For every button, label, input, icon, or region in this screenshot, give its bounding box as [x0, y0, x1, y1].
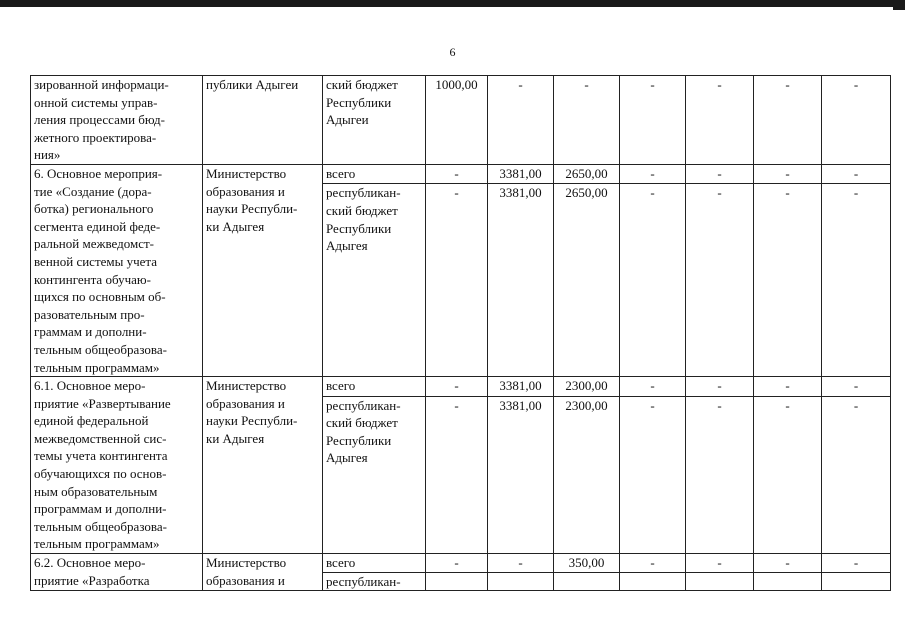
activity-description-cell: зированной информаци- онной системы управ- ления процессами бюд- жетного проектирова- ния» — [31, 76, 203, 165]
scan-top-border — [0, 0, 905, 7]
scan-corner-mark — [893, 0, 905, 10]
funding-source-cell: республикан- — [323, 572, 426, 591]
funding-source-cell: ский бюджет Республики Адыгеи — [323, 76, 426, 165]
value-cell: - — [426, 396, 488, 553]
value-cell: 2300,00 — [554, 396, 620, 553]
total-value-cell: - — [620, 377, 686, 397]
total-label-cell: всего — [323, 377, 426, 397]
executor-cell: Министерство образования и науки Республи- ки Адыгея — [203, 164, 323, 376]
value-cell — [822, 572, 891, 591]
total-label-cell: всего — [323, 164, 426, 183]
activity-description-cell: 6.1. Основное меро- приятие «Развертывание единой федеральной межведомственной сис- темы учета контингента обучающихся по основ- ным образовательным программам и дополни- тельным общеобразова- тельным программам» — [31, 377, 203, 554]
total-value-cell: - — [754, 554, 822, 573]
total-value-cell: - — [822, 377, 891, 397]
total-value-cell: 3381,00 — [488, 164, 554, 183]
value-cell: - — [754, 184, 822, 377]
total-value-cell: - — [686, 164, 754, 183]
total-value-cell: 3381,00 — [488, 377, 554, 397]
value-cell: - — [754, 76, 822, 165]
total-value-cell: - — [686, 554, 754, 573]
total-value-cell: 2650,00 — [554, 164, 620, 183]
value-cell: - — [488, 76, 554, 165]
activity-description-cell: 6. Основное мероприя- тие «Создание (дора- ботка) регионального сегмента единой феде- ральной межведомст- венной системы учета контингента обучаю- щихся по основным об- разовательным про- граммам и дополни- тельным общеобразова- тельным программам» — [31, 164, 203, 376]
table-row — [31, 377, 891, 397]
total-value-cell: - — [620, 164, 686, 183]
value-cell: 3381,00 — [488, 184, 554, 377]
total-value-cell: - — [488, 554, 554, 573]
funding-source-cell: республикан- ский бюджет Республики Адыгея — [323, 184, 426, 377]
value-cell: - — [620, 184, 686, 377]
value-cell: - — [686, 396, 754, 553]
value-cell: - — [426, 184, 488, 377]
funding-source-cell: республикан- ский бюджет Республики Адыгея — [323, 396, 426, 553]
value-cell — [426, 572, 488, 591]
total-value-cell: - — [620, 554, 686, 573]
value-cell: - — [554, 76, 620, 165]
value-cell — [620, 572, 686, 591]
activity-description-cell: 6.2. Основное меро- приятие «Разработка — [31, 554, 203, 591]
total-value-cell: 350,00 — [554, 554, 620, 573]
value-cell — [554, 572, 620, 591]
value-cell: 1000,00 — [426, 76, 488, 165]
total-value-cell: 2300,00 — [554, 377, 620, 397]
value-cell: - — [754, 396, 822, 553]
total-value-cell: - — [822, 554, 891, 573]
total-value-cell: - — [686, 377, 754, 397]
value-cell: - — [620, 76, 686, 165]
value-cell: - — [686, 184, 754, 377]
value-cell: 3381,00 — [488, 396, 554, 553]
value-cell: - — [822, 76, 891, 165]
value-cell: 2650,00 — [554, 184, 620, 377]
executor-cell: Министерство образования и — [203, 554, 323, 591]
page-number: 6 — [449, 45, 456, 59]
total-value-cell: - — [426, 164, 488, 183]
total-value-cell: - — [426, 554, 488, 573]
table-row — [31, 554, 891, 573]
value-cell — [488, 572, 554, 591]
table-row — [31, 76, 891, 165]
value-cell: - — [822, 184, 891, 377]
value-cell: - — [686, 76, 754, 165]
value-cell — [754, 572, 822, 591]
executor-cell: Министерство образования и науки Республи- ки Адыгея — [203, 377, 323, 554]
total-value-cell: - — [426, 377, 488, 397]
executor-cell: публики Адыгеи — [203, 76, 323, 165]
value-cell: - — [822, 396, 891, 553]
total-value-cell: - — [754, 164, 822, 183]
value-cell — [686, 572, 754, 591]
total-value-cell: - — [822, 164, 891, 183]
value-cell: - — [620, 396, 686, 553]
table-row — [31, 164, 891, 183]
total-value-cell: - — [754, 377, 822, 397]
budget-table — [30, 75, 891, 591]
total-label-cell: всего — [323, 554, 426, 573]
